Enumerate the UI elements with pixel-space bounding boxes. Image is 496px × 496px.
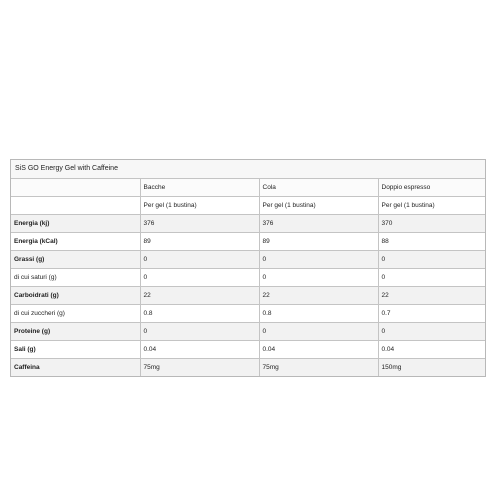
serving-cell: Per gel (1 bustina): [140, 197, 259, 215]
value-cell: 22: [259, 287, 378, 305]
row-label: Sali (g): [11, 341, 140, 359]
value-cell: 0: [259, 269, 378, 287]
serving-row: [11, 197, 485, 215]
row-label: Grassi (g): [11, 251, 140, 269]
value-cell: 0: [140, 251, 259, 269]
value-cell: 0: [378, 269, 485, 287]
value-cell: 0.04: [259, 341, 378, 359]
header-cell-flavor: Cola: [259, 179, 378, 197]
value-cell: 0: [140, 323, 259, 341]
value-cell: 22: [378, 287, 485, 305]
value-cell: 75mg: [259, 359, 378, 377]
serving-cell: Per gel (1 bustina): [259, 197, 378, 215]
row-label: Carboidrati (g): [11, 287, 140, 305]
row-label: Caffeina: [11, 359, 140, 377]
value-cell: 89: [259, 233, 378, 251]
value-cell: 0.04: [378, 341, 485, 359]
value-cell: 0.04: [140, 341, 259, 359]
value-cell: 89: [140, 233, 259, 251]
nutrition-grid: [11, 179, 485, 376]
table-row: [11, 287, 485, 305]
value-cell: 0: [378, 251, 485, 269]
table-row: [11, 233, 485, 251]
header-row: [11, 179, 485, 197]
value-cell: 22: [140, 287, 259, 305]
value-cell: 0: [140, 269, 259, 287]
value-cell: 88: [378, 233, 485, 251]
row-label: di cui zuccheri (g): [11, 305, 140, 323]
header-cell-empty: [11, 179, 140, 197]
value-cell: 0.8: [259, 305, 378, 323]
row-label: Energia (kj): [11, 215, 140, 233]
value-cell: 0: [259, 251, 378, 269]
value-cell: 150mg: [378, 359, 485, 377]
table-row: [11, 305, 485, 323]
table-row: [11, 341, 485, 359]
row-label: Energia (kCal): [11, 233, 140, 251]
nutrition-table: [10, 159, 486, 377]
value-cell: 0: [378, 323, 485, 341]
table-row: [11, 359, 485, 377]
table-row: [11, 269, 485, 287]
value-cell: 75mg: [140, 359, 259, 377]
value-cell: 0: [259, 323, 378, 341]
serving-cell: Per gel (1 bustina): [378, 197, 485, 215]
table-title: SiS GO Energy Gel with Caffeine: [11, 160, 485, 179]
header-cell-flavor: Doppio espresso: [378, 179, 485, 197]
value-cell: 370: [378, 215, 485, 233]
value-cell: 376: [259, 215, 378, 233]
table-row: [11, 323, 485, 341]
value-cell: 0.7: [378, 305, 485, 323]
table-row: [11, 215, 485, 233]
serving-cell-empty: [11, 197, 140, 215]
table-row: [11, 251, 485, 269]
value-cell: 0.8: [140, 305, 259, 323]
header-cell-flavor: Bacche: [140, 179, 259, 197]
row-label: Proteine (g): [11, 323, 140, 341]
row-label: di cui saturi (g): [11, 269, 140, 287]
value-cell: 376: [140, 215, 259, 233]
